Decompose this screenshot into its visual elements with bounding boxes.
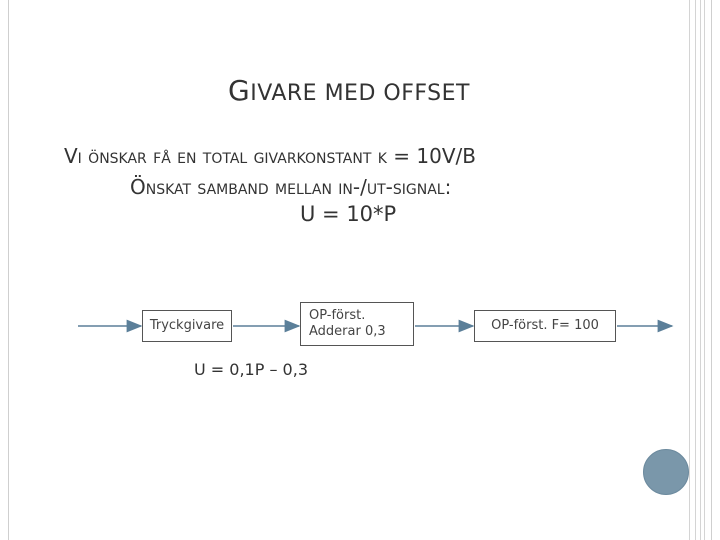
adder-block-line2: Adderar 0,3 <box>309 324 386 339</box>
bullet-line-2: Önskat samband mellan in-/ut-signal: <box>130 175 452 199</box>
amplifier-block-label: OP-först. F= 100 <box>491 318 599 333</box>
sensor-block <box>142 310 232 342</box>
slide-title: GIVARE MED OFFSET <box>228 74 470 107</box>
adder-block <box>300 302 414 346</box>
target-formula: U = 10*P <box>300 202 397 226</box>
amplifier-block <box>474 310 616 342</box>
decorative-circle <box>643 449 689 495</box>
adder-block-line1: OP-först. <box>309 308 366 323</box>
sensor-block-label: Tryckgivare <box>149 318 225 333</box>
sensor-equation: U = 0,1P – 0,3 <box>194 360 308 379</box>
bullet-line-1: Vi önskar få en total givarkonstant k = 10V/B <box>64 144 477 168</box>
